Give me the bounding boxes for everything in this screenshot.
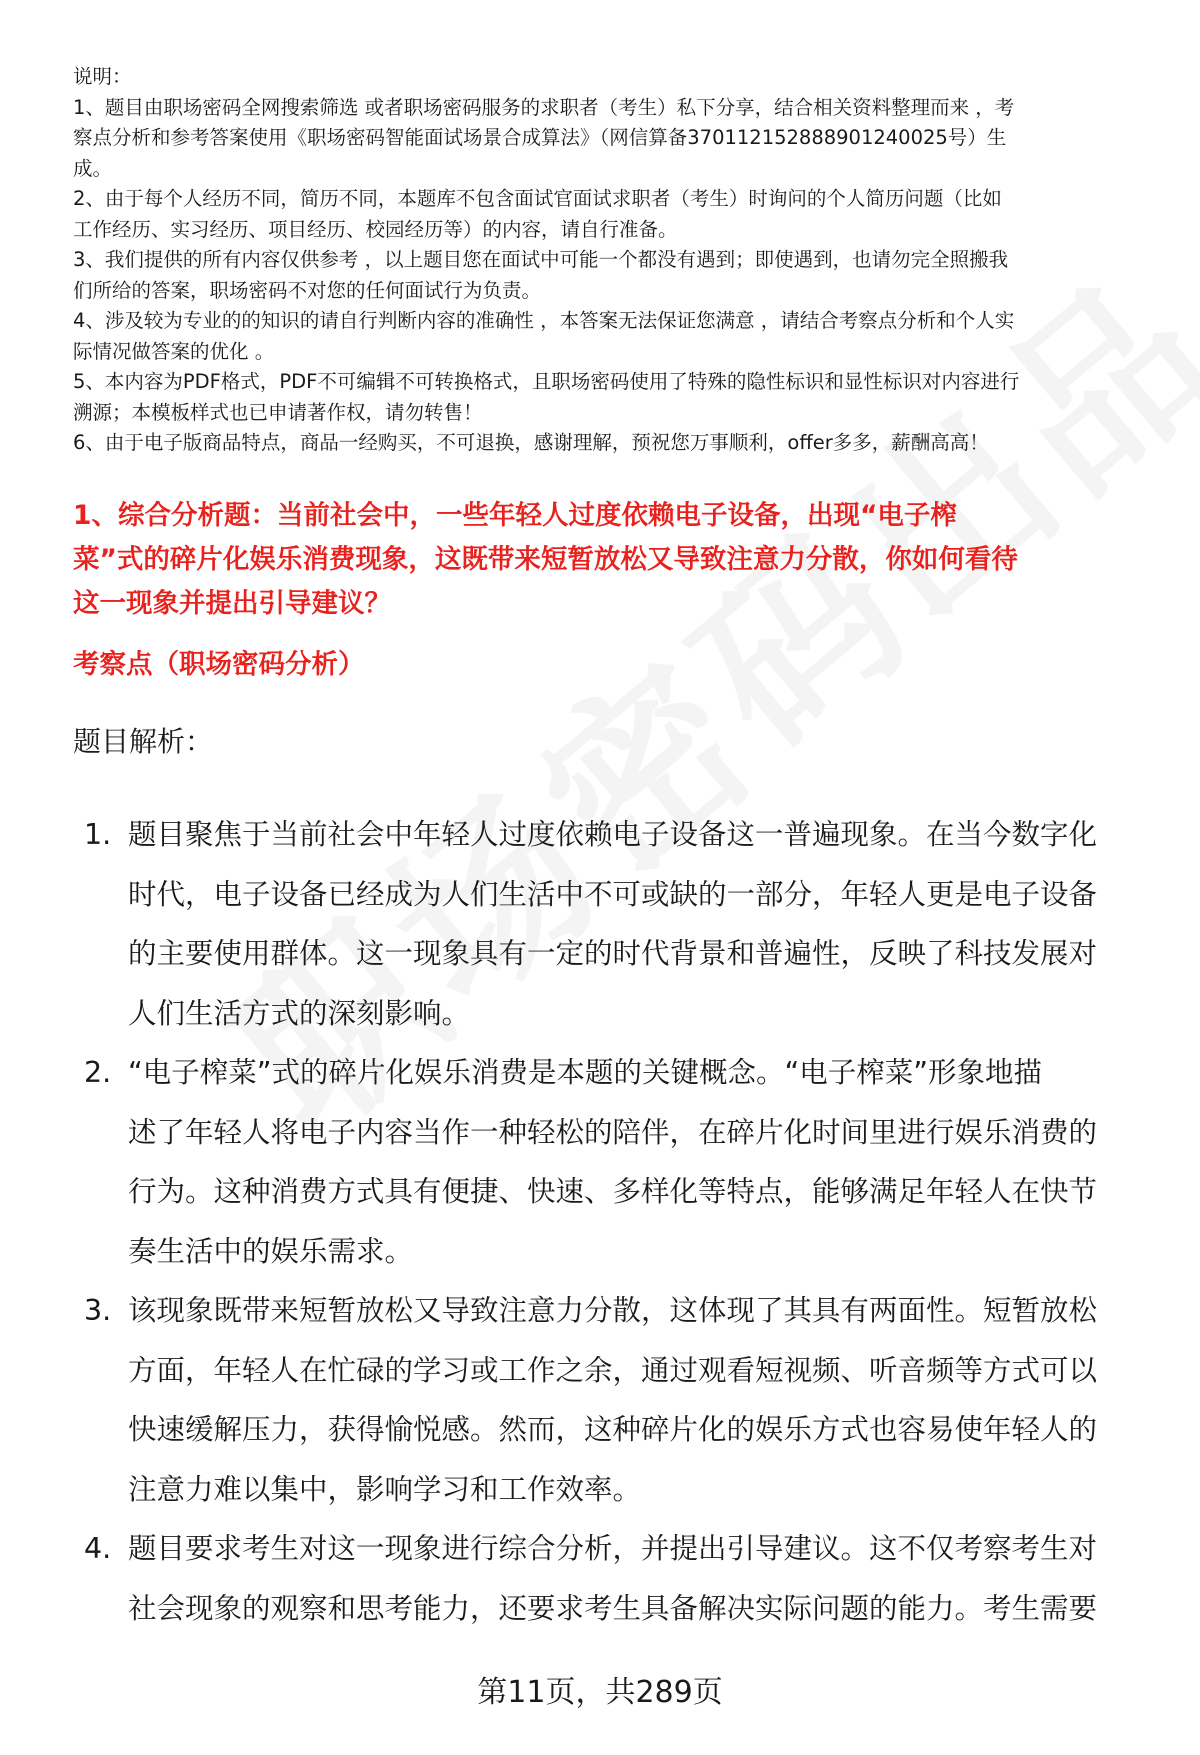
item-line: 方面，年轻人在忙碌的学习或工作之余，通过观看短视频、听音频等方式可以 [128, 1353, 1098, 1387]
item-line: 时代，电子设备已经成为人们生活中不可或缺的一部分，年轻人更是电子设备 [128, 877, 1098, 911]
notes-line: 际情况做答案的优化 。 [73, 339, 275, 363]
notes-line: 成。 [73, 156, 113, 180]
item-number: 4. [84, 1532, 112, 1565]
item-line: 社会现象的观察和思考能力，还要求考生具备解决实际问题的能力。考生需要 [128, 1591, 1098, 1625]
analysis-item [0, 1281, 1158, 1519]
notes-line: 1、题目由职场密码全网搜索筛选 或者职场密码服务的求职者（考生）私下分享，结合相关资料整理而来 ，考 [73, 95, 1015, 119]
analysis-item [0, 805, 1158, 1043]
notes-line: 5、本内容为PDF格式，PDF不可编辑不可转换格式，且职场密码使用了特殊的隐性标识和显性标识对内容进行 [73, 370, 1020, 393]
question-title-line: 菜”式的碎片化娱乐消费现象，这既带来短暂放松又导致注意力分散，你如何看待 [73, 544, 1018, 575]
item-line: 奏生活中的娱乐需求。 [128, 1234, 414, 1268]
question-title-line: 这一现象并提出引导建议？ [73, 588, 391, 619]
notes-line: 3、我们提供的所有内容仅供参考 ，以上题目您在面试中可能一个都没有遇到；即使遇到，也请勿完全照搬我 [73, 248, 1009, 271]
kaochadian-label: 考察点（职场密码分析） [73, 649, 365, 680]
analysis-heading: 题目解析： [73, 725, 214, 758]
notes-line: 们所给的答案，职场密码不对您的任何面试行为负责。 [73, 278, 542, 302]
notes-heading: 说明： [73, 65, 132, 88]
item-line: 题目聚焦于当前社会中年轻人过度依赖电子设备这一普遍现象。在当今数字化 [128, 818, 1098, 851]
item-line: 该现象既带来短暂放松又导致注意力分散，这体现了其具有两面性。短暂放松 [128, 1294, 1098, 1327]
item-line: 注意力难以集中，影响学习和工作效率。 [128, 1472, 642, 1506]
question-title [73, 494, 1153, 626]
notes-line: 2、由于每个人经历不同，简历不同，本题库不包含面试官面试求职者（考生）时询问的个人简历问题（比如 [73, 187, 1002, 210]
notes-line: 溯源；本模板样式也已申请著作权，请勿转售！ [73, 400, 483, 424]
item-number: 2. [84, 1056, 112, 1089]
notes-line: 察点分析和参考答案使用《职场密码智能面试场景合成算法》（网信算备370112152888901240025号）生 [73, 126, 1007, 149]
disclaimer-notes [73, 62, 1158, 459]
question-title-line: 1、综合分析题：当前社会中，一些年轻人过度依赖电子设备，出现“电子榨 [73, 500, 957, 531]
item-number: 3. [84, 1294, 112, 1327]
notes-line: 4、涉及较为专业的的知识的请自行判断内容的准确性 ，本答案无法保证您满意 ，请结合考察点分析和个人实 [73, 309, 1015, 332]
analysis-item [0, 1519, 1158, 1638]
page-footer: 第11页，共289页 [477, 1675, 723, 1710]
item-line: “电子榨菜”式的碎片化娱乐消费是本题的关键概念。“电子榨菜”形象地描 [128, 1056, 1043, 1089]
item-line: 的主要使用群体。这一现象具有一定的时代背景和普遍性，反映了科技发展对 [128, 937, 1098, 970]
analysis-list [0, 805, 1200, 1638]
notes-line: 工作经历、实习经历、项目经历、校园经历等）的内容，请自行准备。 [73, 217, 678, 241]
item-line: 快速缓解压力，获得愉悦感。然而，这种碎片化的娱乐方式也容易使年轻人的 [128, 1413, 1098, 1446]
item-line: 人们生活方式的深刻影响。 [128, 996, 471, 1030]
item-number: 1. [84, 818, 112, 851]
item-line: 述了年轻人将电子内容当作一种轻松的陪伴，在碎片化时间里进行娱乐消费的 [128, 1115, 1098, 1149]
item-line: 行为。这种消费方式具有便捷、快速、多样化等特点，能够满足年轻人在快节 [128, 1175, 1098, 1208]
analysis-item [0, 1043, 1158, 1281]
notes-line: 6、由于电子版商品特点，商品一经购买，不可退换，感谢理解，预祝您万事顺利，offer多多，薪酬高高！ [73, 431, 989, 454]
item-line: 题目要求考生对这一现象进行综合分析，并提出引导建议。这不仅考察考生对 [128, 1532, 1098, 1565]
